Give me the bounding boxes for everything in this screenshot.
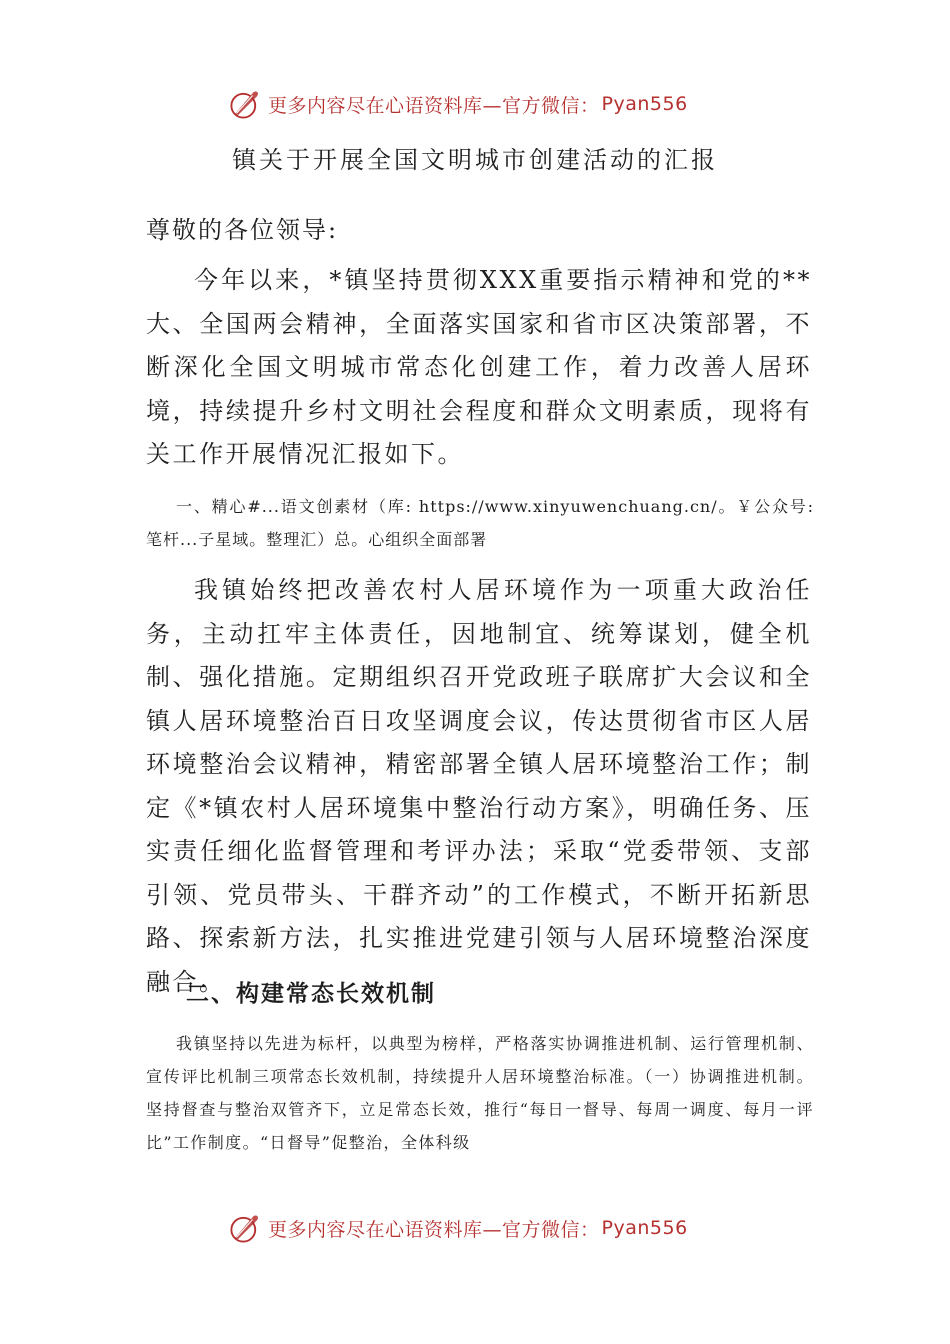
watermark-handle: Pyan556 [601,93,688,115]
watermark-handle: Pyan556 [601,1217,688,1239]
section1-body: 我镇始终把改善农村人居环境作为一项重大政治任务，主动扛牢主体责任，因地制宜、统筹谋划，健全机制、强化措施。定期组织召开党政班子联席扩大会议和全镇人居环境整治百日攻坚调度会议，传达贯彻省市区人居环境整治会议精神，精密部署全镇人居环境整治工作；制定《*镇农村人居环境集中整治行动方案》，明确任务、压实责任细化监督管理和考评办法；采取“党委带领、支部引领、党员带头、干群齐动”的工作模式，不断开拓新思路、探索新方法，扎实推进党建引领与人居环境整治深度融合。 [146,576,812,996]
watermark-text: 更多内容尽在心语资料库—官方微信： [268,1218,600,1241]
intro-paragraph: 今年以来，*镇坚持贯彻XXX重要指示精神和党的**大、全国两会精神，全面落实国家和省市区决策部署，不断深化全国文明城市常态化创建工作，着力改善人居环境，持续提升乡村文明社会程度和群众文明素质，现将有关工作开展情况汇报如下。 [146,266,812,468]
watermark-banner-top [228,84,688,124]
document-title: 镇关于开展全国文明城市创建活动的汇报 [232,146,718,174]
section2-heading: 二、构建常态长效机制 [186,981,436,1007]
section1-heading: 一、精心#...语文创素材（库: https://www.xinyuwenchuang.cn/。￥公众号:笔杆...子星域。整理汇）总。心组织全面部署 [146,497,814,549]
section2-body: 我镇坚持以先进为标杆，以典型为榜样，严格落实协调推进机制、运行管理机制、宣传评比机制三项常态长效机制，持续提升人居环境整治标准。（一）协调推进机制。坚持督查与整治双管齐下，立足常态长效，推行“每日一督导、每周一调度、每月一评比”工作制度。“日督导”促整治，全体科级 [146,1034,814,1152]
salutation: 尊敬的各位领导: [146,216,339,244]
watermark-text: 更多内容尽在心语资料库—官方微信： [268,94,600,117]
watermark-banner-bottom [228,1208,688,1248]
quill-pen-circle-icon [228,1211,262,1245]
quill-pen-circle-icon [228,87,262,121]
